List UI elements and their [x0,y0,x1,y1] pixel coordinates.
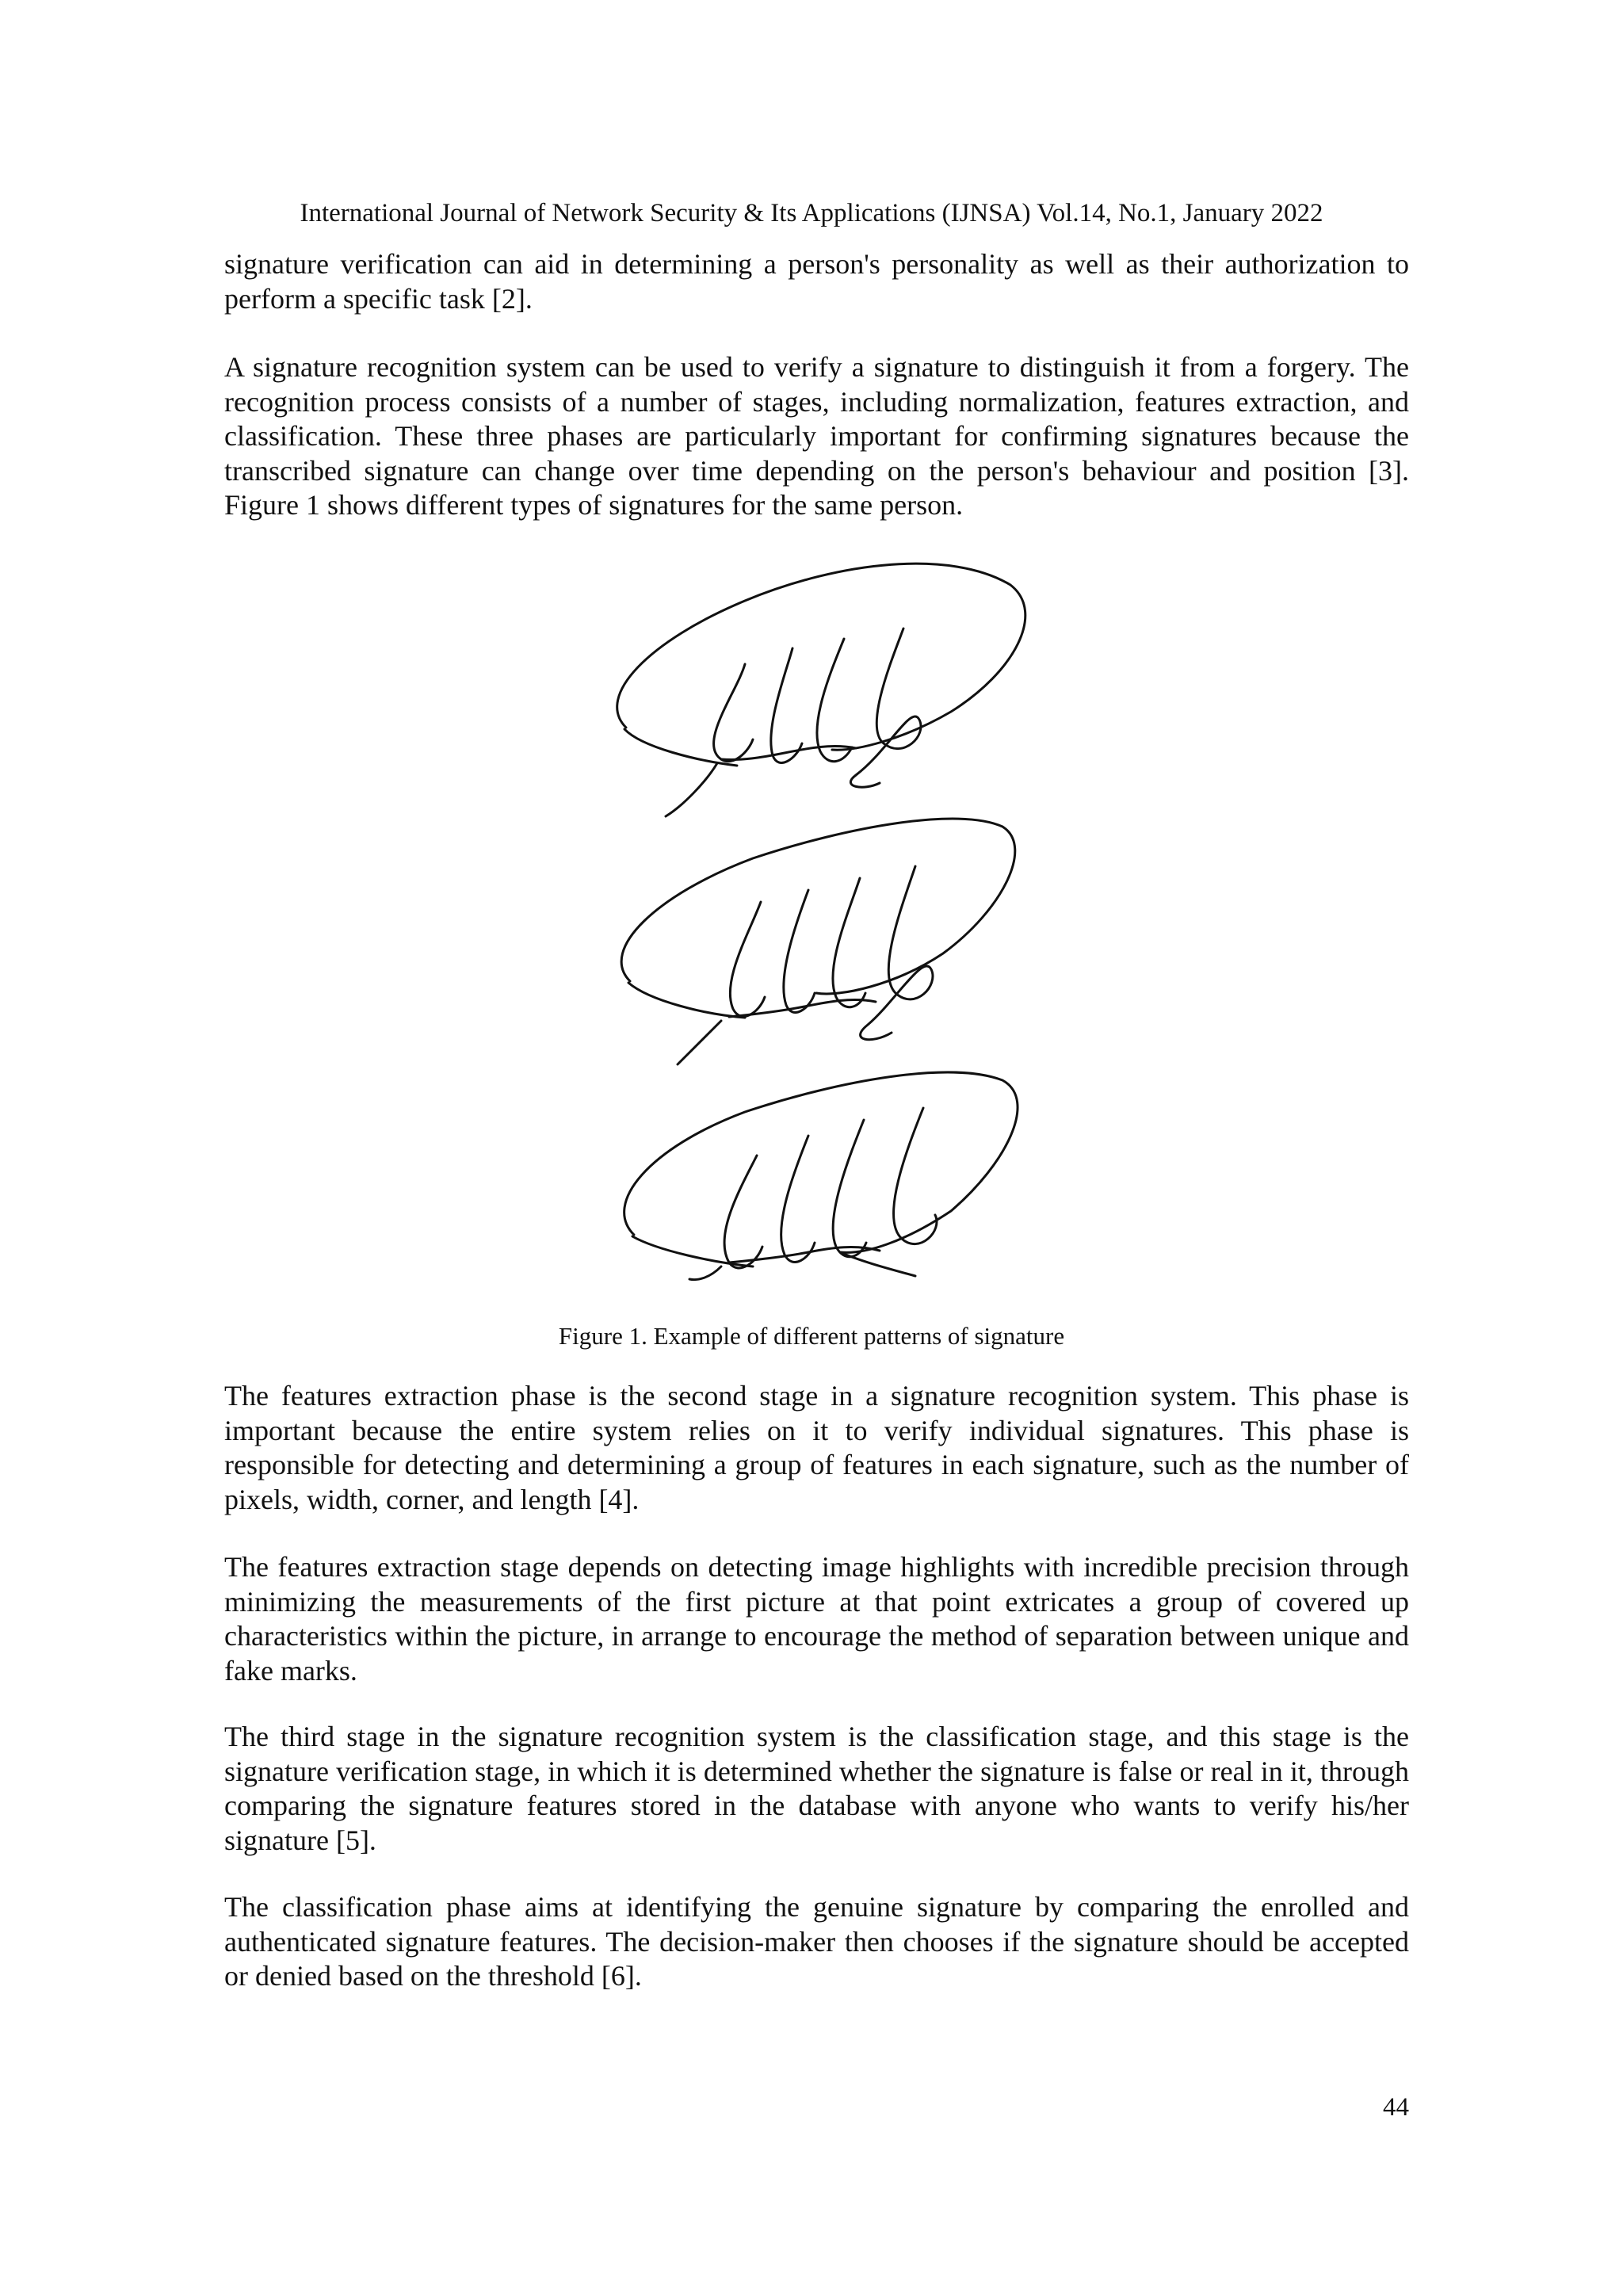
signature-sample-3 [624,1072,1018,1280]
paragraph-1-text: signature verification can aid in determining a person's personality as well as their authorization to perform a specific task [2]. [224,248,1409,315]
figure-caption: Figure 1. Example of different patterns of signature [558,1322,1065,1350]
paragraph-3-text: The features extraction phase is the second stage in a signature recognition system. This phase is important because the entire system relies on it to verify individual signatures. This phase is responsible for detecting and determining a group of features in each signature, such as the number of pixels, width, corner, and length [4]. [224,1380,1409,1515]
paragraph-5 [224,1720,1409,1858]
paragraph-4 [224,1550,1409,1688]
paragraph-2 [224,350,1409,523]
signature-figure [602,553,1030,1282]
paragraph-6-text: The classification phase aims at identifying the genuine signature by comparing the enrolled and authenticated signature features. The decision-maker then chooses if the signature should be accepted or denied based on the threshold [6]. [224,1891,1409,1992]
page-number: 44 [1383,2093,1409,2122]
paragraph-5-text: The third stage in the signature recognition system is the classification stage, and this stage is the signature verification stage, in which it is determined whether the signature is false or real in it, through comparing the signature features stored in the database with anyone who wants to verify his/her signature [5]. [224,1721,1409,1856]
paragraph-2-text: A signature recognition system can be used to verify a signature to distinguish it from a forgery. The recognition process consists of a number of stages, including normalization, features extraction, and classification. These three phases are particularly important for confirming signatures because the transcribed signature can change over time depending on the person's behaviour and position [3]. Figure 1 shows different types of signatures for the same person. [224,351,1409,521]
paragraph-3 [224,1379,1409,1517]
paragraph-1 [224,247,1409,316]
paragraph-4-text: The features extraction stage depends on detecting image highlights with incredible precision through minimizing the measurements of the first picture at that point extricates a group of covered up characteristics within the picture, in arrange to encourage the method of separation between unique and fake marks. [224,1551,1409,1687]
paragraph-6 [224,1890,1409,1994]
running-header: International Journal of Network Security & Its Applications (IJNSA) Vol.14, No.1, January 2022 [300,199,1323,227]
signature-sample-2 [621,819,1015,1064]
signature-sample-1 [617,563,1025,816]
